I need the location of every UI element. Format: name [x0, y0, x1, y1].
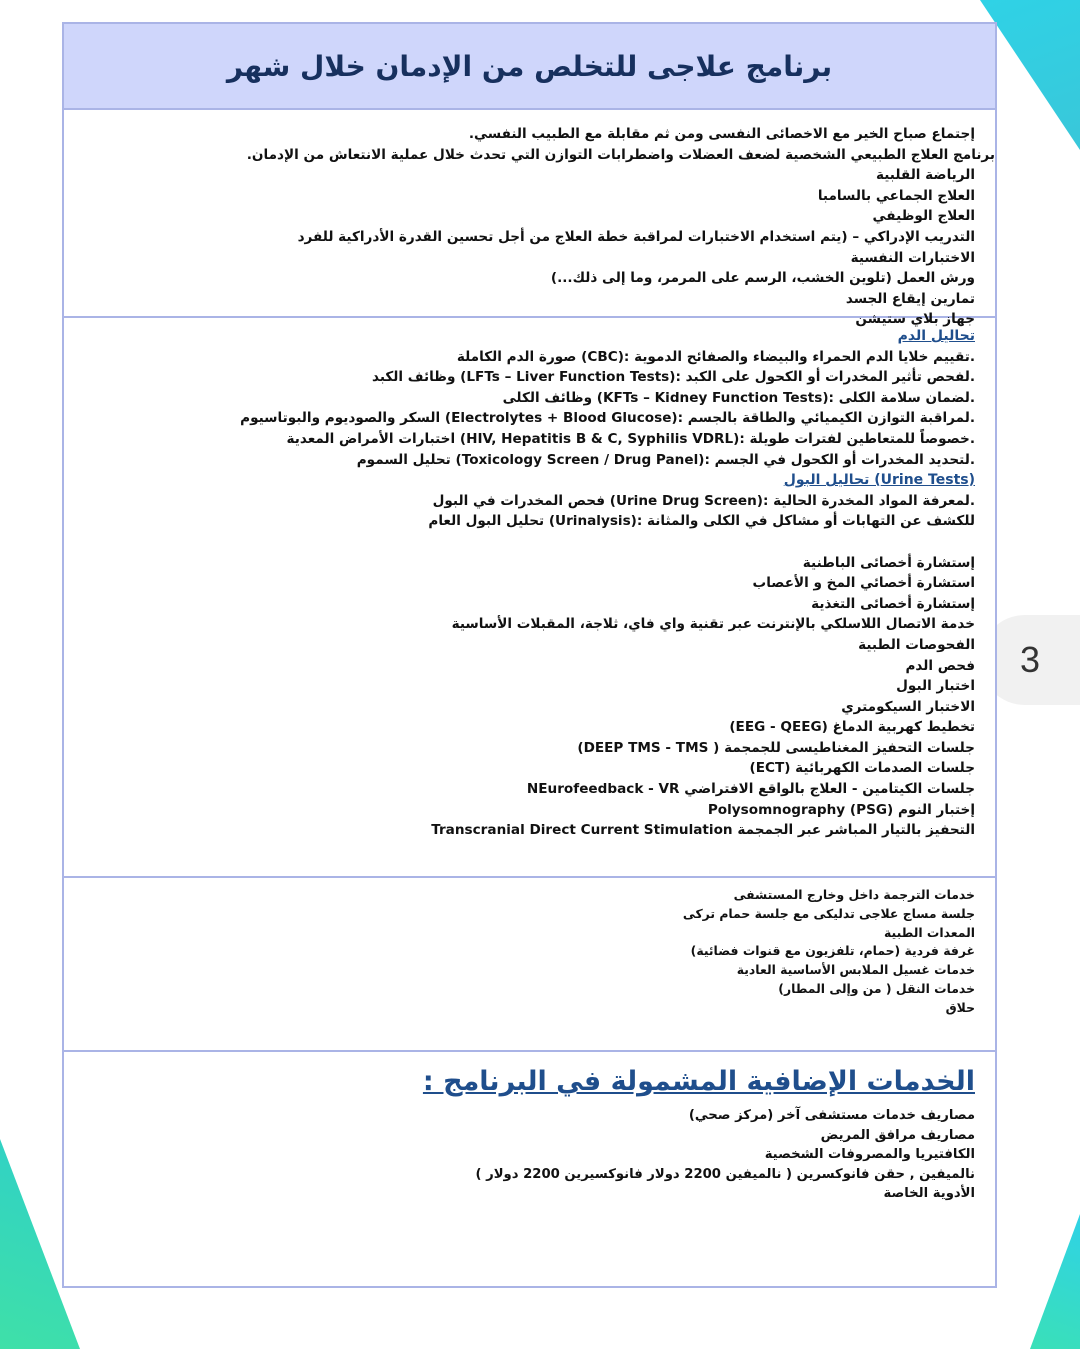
service-item: جلسات الكيتامين - العلاج بالواقع الافتراضي NEurofeedback - VR — [526, 781, 975, 798]
service-item: خدمة الاتصال اللاسلكي بالإنترنت عبر تقنية واي فاي، ثلاجة، المقبلات الأساسية — [451, 616, 975, 633]
blood-test-item: .خصوصاً للمتعاطين لفترات طويلة :(HIV, Hepatitis B & C, Syphilis VDRL) اختبارات الأمراض المعدية — [286, 430, 975, 447]
section-additional-services — [64, 1052, 995, 1286]
list-item: الكافتيريا والمصروفات الشخصية — [764, 1147, 975, 1162]
service-item: جلسات الصدمات الكهربائية (ECT) — [749, 760, 975, 777]
service-item: إستشارة أخصائى الباطنية — [802, 554, 975, 571]
list-item: الرياضة القلبية — [876, 167, 975, 184]
document-panel — [62, 22, 997, 1288]
list-item: تمارين إيقاع الجسد — [845, 290, 975, 307]
list-item: مصاريف خدمات مستشفى آخر (مركز صحي) — [688, 1108, 975, 1123]
list-item: نالميفين , حقن فانوكسرين ( نالميفين 2200 دولار فانوكسيرين 2200 دولار ) — [475, 1166, 975, 1182]
list-item: غرفة فردية (حمام، تلفزيون مع قنوات فضائية) — [690, 943, 975, 959]
service-item: جلسات التحفيز المغناطيسى للجمجمة ( DEEP TMS - TMS) — [577, 739, 975, 756]
page-number: 3 — [1019, 639, 1041, 680]
blood-tests-heading: تحاليل الدم — [897, 328, 975, 344]
section-daily-program — [64, 110, 995, 328]
list-item: الأدوية الخاصة — [883, 1186, 975, 1201]
service-item: التحفيز بالتيار المباشر عبر الجمجمة Transcranial Direct Current Stimulation — [431, 822, 975, 839]
section-hospitality-services — [64, 878, 995, 1052]
list-item: خدمات الترجمة داخل وخارج المستشفى — [733, 887, 975, 902]
service-item: إستشارة أخصائى التغذية — [811, 595, 975, 612]
title-bar — [64, 24, 995, 110]
page-title: برنامج علاجى للتخلص من الإدمان خلال شهر — [226, 49, 833, 83]
blood-test-item: .تقييم خلايا الدم الحمراء والبيضاء والصفائح الدموية :(CBC) صورة الدم الكاملة — [456, 348, 975, 365]
urine-tests-heading: (Urine Tests) تحاليل البول — [783, 472, 975, 489]
service-item: الاختبار السيكومتري — [841, 698, 975, 715]
list-item: ورش العمل (تلوين الخشب، الرسم على المرمر، وما إلى ذلك...) — [550, 270, 975, 287]
blood-test-item: .لمراقبة التوازن الكيميائي والطاقة بالجسم :(Electrolytes + Blood Glucose) السكر والصوديوم والبوتاسيوم — [240, 410, 975, 427]
urine-test-item: .لمعرفة المواد المخدرة الحالية :(Urine Drug Screen) فحص المخدرات في البول — [432, 492, 975, 509]
decorative-corner-bottom-right — [1030, 1214, 1080, 1349]
list-item: حلاق — [945, 999, 975, 1015]
service-item: تخطيط كهربية الدماغ (EEG - QEEG) — [729, 719, 975, 736]
list-item: الاختبارات النفسية — [850, 249, 975, 266]
service-item: اختبار البول — [896, 678, 975, 695]
service-item: استشارة أخصائي المخ و الأعصاب — [752, 575, 975, 592]
list-item: التدريب الإدراكي – (يتم استخدام الاختبارات لمراقبة خطة العلاج من أجل تحسين القدرة الأدراكية للفرد — [297, 228, 975, 245]
list-item: جلسة مساج علاجى تدليكى مع جلسة حمام تركى — [682, 905, 975, 921]
service-item: إختبار النوم (PSG) Polysomnography — [707, 801, 975, 818]
blood-test-item: .لفحص تأثير المخدرات أو الكحول على الكبد :(LFTs – Liver Function Tests) وظائف الكبد — [371, 369, 975, 386]
service-item: فحص الدم — [905, 657, 975, 674]
list-item: خدمات النقل ( من وإلى المطار) — [778, 980, 975, 996]
urine-test-item: للكشف عن التهابات أو مشاكل في الكلى والمثانة :(Urinalysis) تحليل البول العام — [428, 513, 975, 530]
list-item: العلاج الوظيفي — [872, 208, 975, 225]
list-item: إجتماع صباح الخير مع الاخصائى النفسى ومن ثم مقابلة مع الطبيب النفسي. — [468, 126, 975, 142]
list-item: العلاج الجماعي بالسامبا — [817, 187, 975, 204]
list-item: جهاز بلاي ستيشن — [855, 311, 975, 328]
list-item: مصاريف مرافق المريض — [820, 1127, 975, 1143]
list-item: خدمات غسيل الملابس الأساسية العادية — [736, 962, 975, 978]
list-item: برنامج العلاج الطبيعي الشخصية لضعف العضلات واضطرابات التوازن التي تحدث خلال عملية الانتعاش من الإدمان. — [246, 146, 995, 163]
blood-test-item: .لتحديد المخدرات أو الكحول في الجسم :(Toxicology Screen / Drug Panel) تحليل السموم — [356, 451, 975, 468]
blood-test-item: .لضمان سلامة الكلى :(KFTs – Kidney Function Tests) وظائف الكلى — [502, 389, 975, 406]
section-medical-tests — [64, 318, 995, 878]
service-item: الفحوصات الطبية — [858, 636, 975, 653]
list-item: المعدات الطبية — [884, 924, 975, 940]
additional-services-heading: الخدمات الإضافية المشمولة في البرنامج : — [422, 1066, 975, 1097]
